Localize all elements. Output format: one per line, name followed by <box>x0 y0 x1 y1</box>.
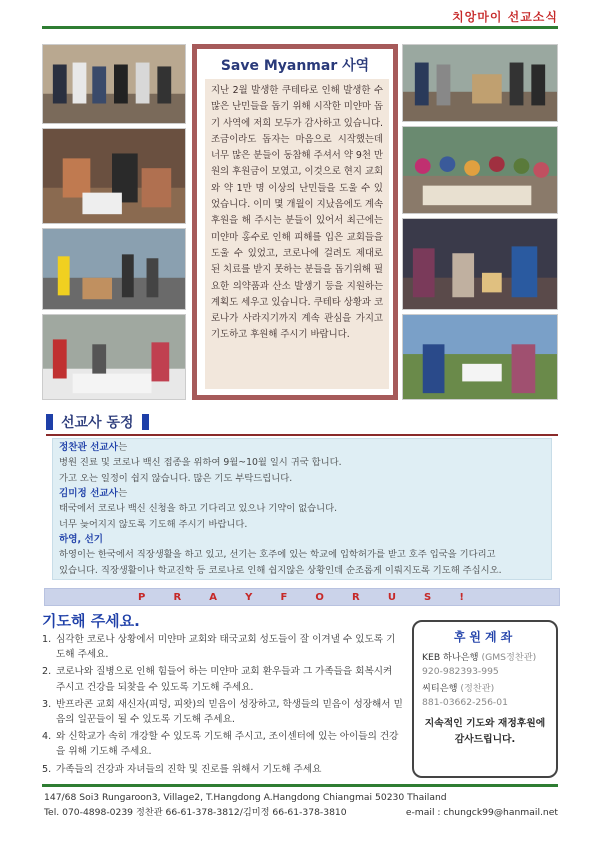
banner-letter: U <box>387 591 398 603</box>
prayer-text: 반프라콘 교회 새신자(피덩, 피왓)의 믿음이 성장하고, 학생들의 믿음이 성장해서 믿음의 일꾼들이 될 수 있도록 기도해 주세요. <box>56 698 403 726</box>
thanks-line: 지속적인 기도와 재정후원에 <box>424 718 546 729</box>
update-name: 김미정 선교사 <box>59 488 118 499</box>
update-name-suffix: 는 <box>117 442 128 453</box>
bank-name: 씨티은행 <box>422 683 461 694</box>
prayer-text: 가족들의 건강과 자녀들의 진학 및 진로를 위해서 기도해 주세요 <box>56 763 322 775</box>
update-item <box>59 487 545 533</box>
prayer-title: 기도해 주세요. <box>42 612 140 630</box>
bank-holder: (정찬관) <box>460 683 495 694</box>
bank-account: 920-982393-995 <box>422 666 499 677</box>
prayer-text: 심각한 코로나 상황에서 미얀마 교회와 태국교회 성도들이 잘 이겨낼 수 있도록 기도해 주세요. <box>56 634 396 661</box>
prayer-list <box>42 632 404 779</box>
save-myanmar-article <box>192 44 398 400</box>
bank-name: KEB 하나은행 <box>422 652 482 663</box>
bank-holder: (GMS정찬관) <box>481 652 537 663</box>
thanks-line: 감사드립니다. <box>454 734 516 745</box>
update-line: 있습니다. 직장생활이나 학교진학 등 코로나로 인해 쉽지않은 상황인데 순조롭게 이뤄지도록 기도해 주십시오. <box>59 565 502 576</box>
update-name: 하영, 선기 <box>59 534 104 545</box>
banner-letter: R <box>173 591 184 603</box>
update-line: 너무 늦어지지 않도록 기도해 주시기 바랍니다. <box>59 519 248 530</box>
banner-letter: ! <box>459 591 466 603</box>
update-line: 하영이는 한국에서 직장생활을 하고 있고, 선기는 호주에 있는 학교에 입학허가를 받고 호주 입국을 기다리고 <box>59 549 496 560</box>
footer-address: 147/68 Soi3 Rungaroon3, Village2, T.Hangdong A.Hangdong Chiangmai 50230 Thailand <box>44 792 447 803</box>
article-body: 지난 2월 발생한 쿠테타로 인해 발생한 수많은 난민들을 돕기 위해 시작한 미얀마 돕기 사역에 저희 모두가 감사하고 있습니다. 조금이라도 돕자는 마음으로 시작했는데 너무 많은 분들이 동참해 주셔서 약 9천 만원의 후원금이 모였고, 이것으로 현지 교회와 약 1만 명 이상의 난민들을 도울 수 있었습니다. 이미 몇 개월이 지났음에도 계속 후원을 해 주시는 분들이 있어서 최근에는 미얀마 홍수로 인해 피해를 입은 교회들을 도울 수 있었고, 코로나에 걸려도 제대로 된 치료를 받지 못하는 분들을 돕기위해 필요한 의약품과 산소 발생기 등을 지원하는 계획도 세우고 있습니다. 쿠테타 상황과 코로나가 사라지기까지 계속 관심을 가지고 기도하고 후원해 주시기 바랍니다. <box>205 79 389 389</box>
missionary-rule <box>46 434 558 436</box>
photo-group-handover <box>42 44 186 124</box>
prayer-item <box>42 632 404 662</box>
photo-bags-handout <box>42 314 186 400</box>
donation-thanks <box>422 716 548 748</box>
pray-for-us-banner <box>44 588 560 606</box>
prayer-num: 5. <box>42 763 52 775</box>
photo-supply-boxes <box>42 228 186 310</box>
prayer-item <box>42 762 404 777</box>
heading-marker-left <box>46 414 53 430</box>
update-item <box>59 533 545 579</box>
prayer-item <box>42 729 404 759</box>
header-rule <box>42 26 558 29</box>
photo-rice-gift <box>402 314 558 400</box>
missionary-heading <box>46 412 149 432</box>
update-name-suffix: 는 <box>117 488 128 499</box>
article-title: Save Myanmar 사역 <box>220 58 370 74</box>
update-line: 태국에서 코로나 백신 신청을 하고 기다리고 있으나 기약이 없습니다. <box>59 503 338 514</box>
footer-contact <box>44 805 558 821</box>
update-name: 정찬관 선교사 <box>59 442 118 453</box>
banner-letter: A <box>209 591 220 603</box>
prayer-item <box>42 664 404 694</box>
prayer-text: 코로나와 질병으로 인해 힘들어 하는 미얀마 교회 환우들과 그 가족들을 회복시켜 주시고 건강을 되찾을 수 있도록 기도해 주세요. <box>56 666 393 693</box>
banner-letter: Y <box>245 591 255 603</box>
banner-letter: S <box>424 591 434 603</box>
photo-refugee-crowd <box>402 126 558 214</box>
banner-letter: O <box>315 591 326 603</box>
prayer-num: 3. <box>42 698 52 710</box>
prayer-num: 2. <box>42 666 52 678</box>
bank-account: 881-03662-256-01 <box>422 697 508 708</box>
photo-rice-distribution <box>42 128 186 224</box>
photo-group-supplies <box>402 44 558 122</box>
prayer-item <box>42 697 404 727</box>
newsletter-title: 치앙마이 선교소식 <box>452 10 558 24</box>
prayer-num: 4. <box>42 731 52 743</box>
missionary-heading-text: 선교사 동정 <box>61 415 134 431</box>
footer-rule <box>42 784 558 787</box>
update-item <box>59 441 545 487</box>
footer-phone: Tel. 070-4898-0239 정찬관 66-61-378-3812/김미정 66-61-378-3810 <box>44 807 347 818</box>
heading-marker-right <box>142 414 149 430</box>
prayer-num: 1. <box>42 634 52 645</box>
photo-family-medicine <box>402 218 558 310</box>
banner-letter: R <box>352 591 362 603</box>
footer-email[interactable]: e-mail : chungck99@hanmail.net <box>405 807 558 818</box>
banner-letter: P <box>138 591 148 603</box>
donation-box <box>412 620 558 778</box>
update-line: 병원 진료 및 코로나 백신 접종을 위하여 9월~10월 일시 귀국 합니다. <box>59 457 342 468</box>
prayer-text: 와 신학교가 속히 개강할 수 있도록 기도해 주시고, 조이센터에 있는 아이들의 건강을 위해 기도해 주세요. <box>56 731 399 758</box>
banner-letter: F <box>280 591 290 603</box>
donation-title: 후원계좌 <box>453 630 517 644</box>
missionary-updates <box>52 438 552 580</box>
update-line: 가고 오는 일정이 쉽지 않습니다. 많은 기도 부탁드립니다. <box>59 473 293 484</box>
